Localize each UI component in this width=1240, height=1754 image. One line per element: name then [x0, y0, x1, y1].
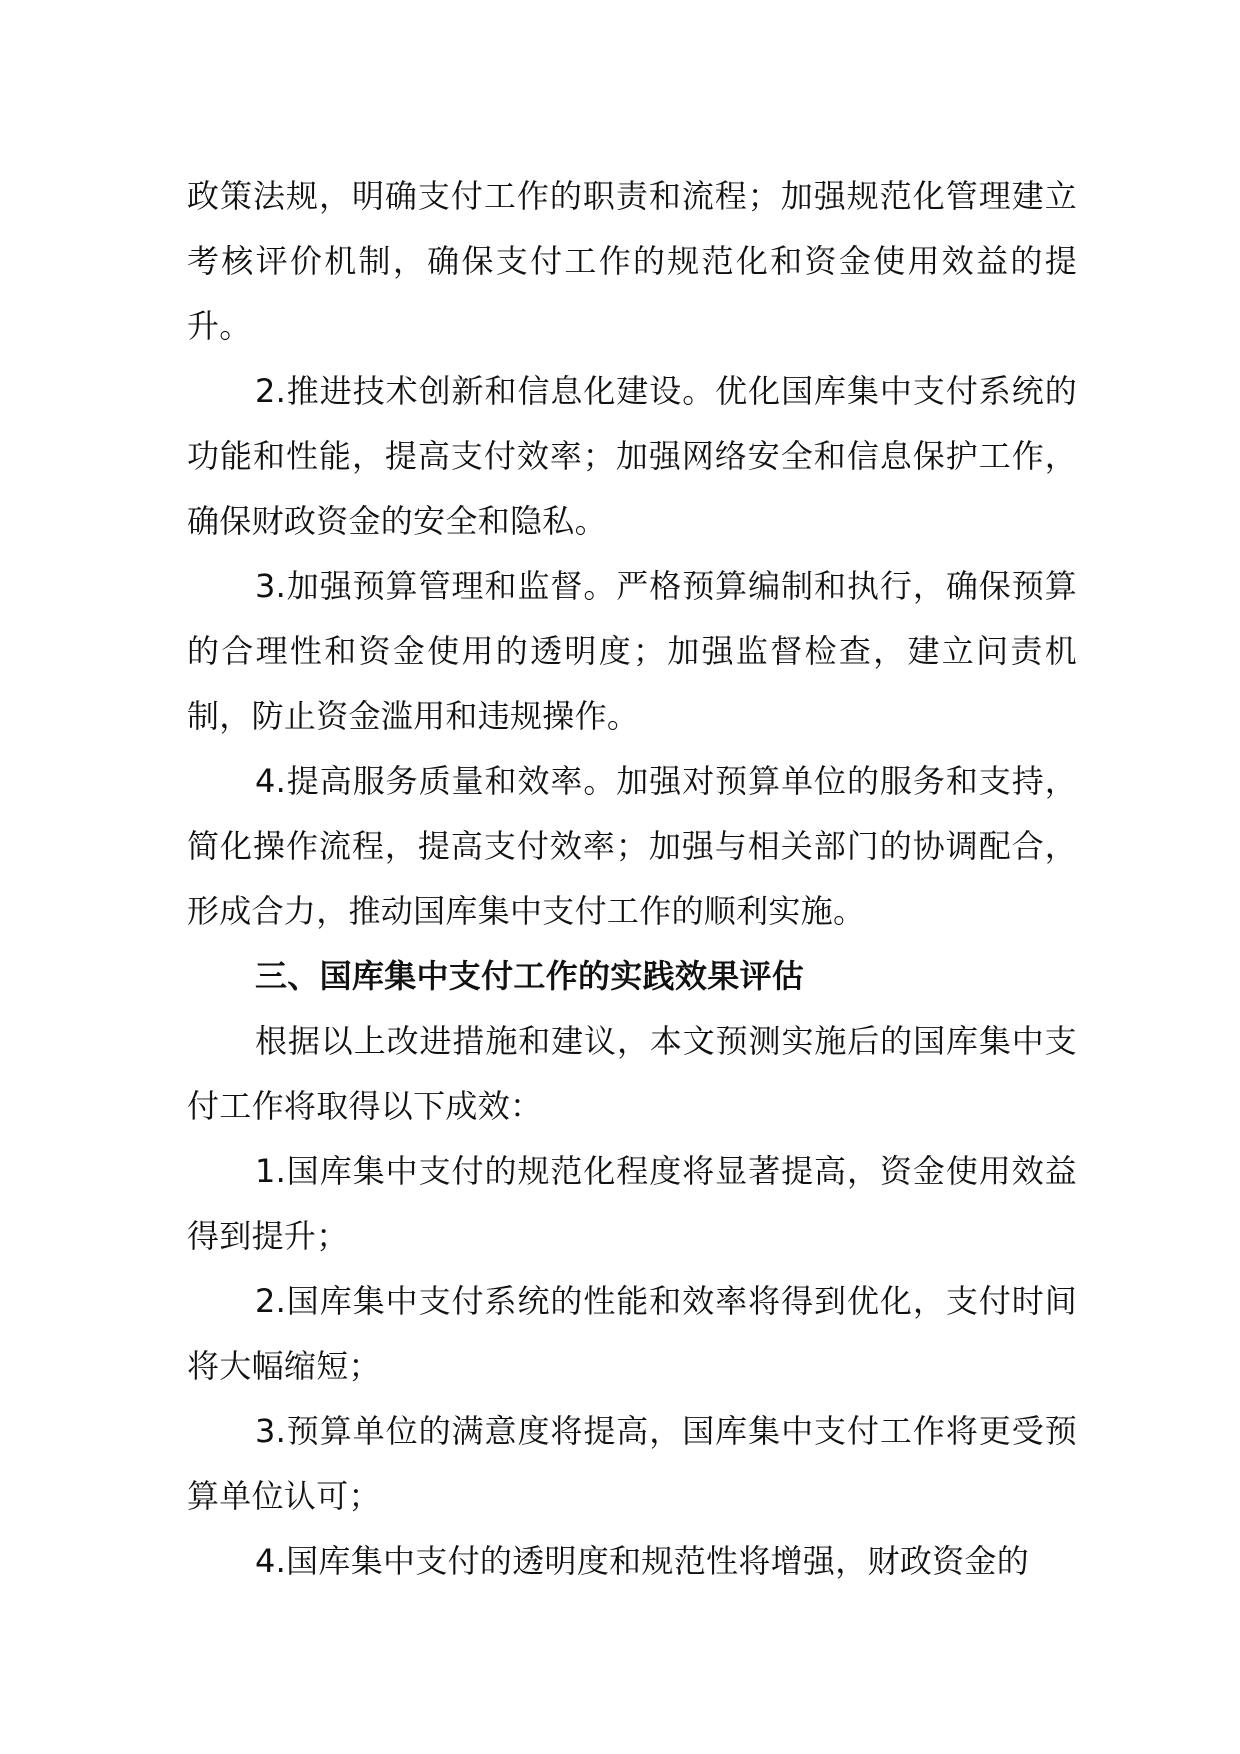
paragraph-continuation: 政策法规，明确支付工作的职责和流程；加强规范化管理建立考核评价机制，确保支付工作的规范化和资金使用效益的提升。 — [187, 177, 1077, 345]
paragraph-item-4-service-quality: 4.提高服务质量和效率。加强对预算单位的服务和支持，简化操作流程，提高支付效率；加强与相关部门的协调配合，形成合力，推动国库集中支付工作的顺利实施。 — [187, 762, 1077, 930]
paragraph-effect-3: 3.预算单位的满意度将提高，国库集中支付工作将更受预算单位认可； — [187, 1412, 1077, 1515]
document-body — [187, 164, 1077, 1594]
section-heading-3: 三、国库集中支付工作的实践效果评估 — [255, 957, 805, 995]
paragraph-item-3-budget-management: 3.加强预算管理和监督。严格预算编制和执行，确保预算的合理性和资金使用的透明度；加强监督检查，建立问责机制，防止资金滥用和违规操作。 — [187, 567, 1077, 735]
paragraph-item-2-tech-innovation: 2.推进技术创新和信息化建设。优化国库集中支付系统的功能和性能，提高支付效率；加强网络安全和信息保护工作，确保财政资金的安全和隐私。 — [187, 372, 1077, 540]
paragraph-effect-4: 4.国库集中支付的透明度和规范性将增强，财政资金的 — [255, 1542, 1030, 1580]
paragraph-effect-1: 1.国库集中支付的规范化程度将显著提高，资金使用效益得到提升； — [187, 1152, 1077, 1255]
paragraph-intro-effects: 根据以上改进措施和建议，本文预测实施后的国库集中支付工作将取得以下成效： — [187, 1022, 1077, 1125]
paragraph-effect-2: 2.国库集中支付系统的性能和效率将得到优化，支付时间将大幅缩短； — [187, 1282, 1077, 1385]
